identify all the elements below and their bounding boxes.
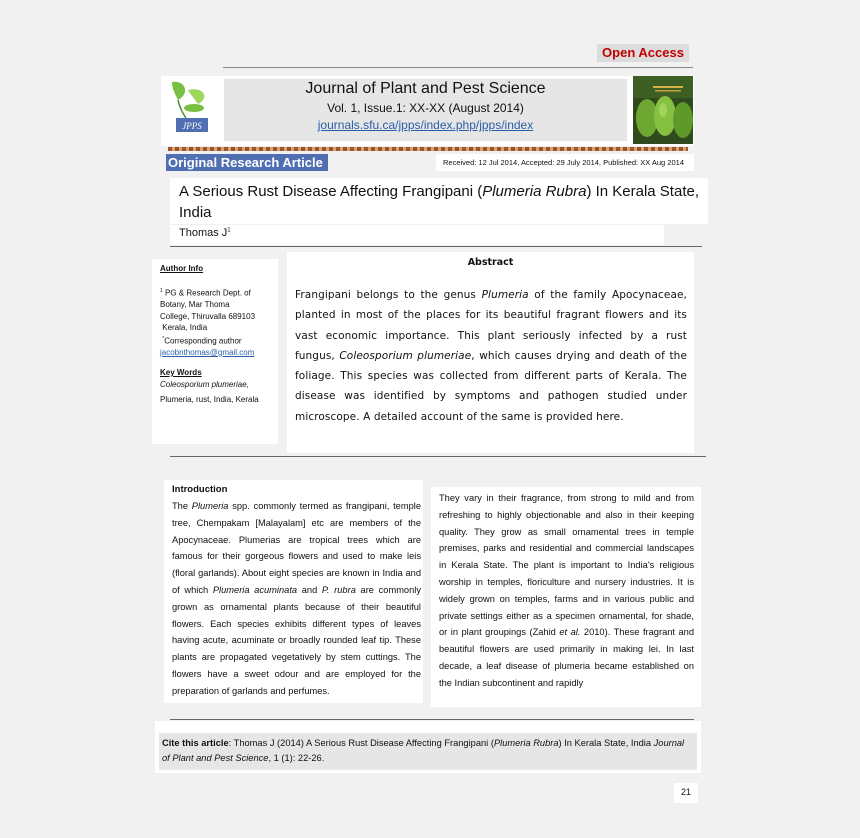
- abstract-text: [295, 285, 687, 427]
- title-species: Plumeria Rubra: [482, 183, 587, 200]
- jpps-logo: [164, 78, 216, 140]
- author-panel: [170, 225, 664, 245]
- title-text-1: A Serious Rust Disease Affecting Frangipani (: [179, 183, 483, 200]
- intro-italic: P. rubra: [321, 584, 356, 595]
- affiliation: [160, 286, 278, 358]
- citation-text: [162, 736, 694, 766]
- intro-seg: 2010). These fragrant and beautiful flowers are used primarily in making lei. In last decade, a leaf disease of plumeria became established on the Indian subcontinent and rapidly: [439, 627, 694, 688]
- affil-sup: 1: [160, 288, 163, 294]
- introduction-heading: Introduction: [172, 484, 228, 495]
- citation-journal: Journal of Plant and Pest Science: [162, 738, 685, 763]
- abstract-seg: of the family Apocynaceae, planted in most of the places for its beautiful fragrant flowers and its vast economic importance. This plant seriously infected by a rust fungus,: [295, 289, 687, 362]
- journal-url-link[interactable]: journals.sfu.ca/jpps/index.php/jpps/index: [317, 118, 534, 132]
- introduction-text-left: [172, 498, 421, 700]
- abstract-heading: Abstract: [467, 257, 514, 268]
- logo-text: JPPS: [182, 121, 202, 131]
- author-info-heading: Author Info: [160, 264, 204, 273]
- citation-seg: , 1 (1): 22-26.: [268, 753, 325, 763]
- abstract-seg: , which causes drying and death of the foliage. This species was collected from different parts of Kerala. The disease was identified by symptoms and pathogen studied under microscope. A detailed account of the same is provided here.: [295, 349, 687, 423]
- abstract-seg: Frangipani belongs to the genus: [295, 289, 482, 301]
- citation-seg: ) In Kerala State, India: [558, 738, 654, 748]
- citation-label: Cite this article: [162, 738, 229, 748]
- intro-seg: and: [297, 584, 322, 595]
- cover-image: [633, 76, 693, 144]
- open-access-badge: Open Access: [597, 44, 689, 62]
- intro-seg: They vary in their fragrance, from strong to mild and from refreshing to highly objectionable and also in their keeping quality. They grow as small ornamental trees in temple premises, parks and residential and commercial landscapes in Kerala State. The plant is important to India's religious worship in temples, floriculture and nursery industries. It is widely grown on temples, farms and in various public and private settings either as a specimen ornamental, for shade, or in plant groupings (Zahid: [439, 493, 694, 638]
- affil-line: Kerala, India: [162, 323, 208, 333]
- corr-text: Corresponding author: [164, 336, 242, 346]
- intro-seg: The: [172, 501, 192, 511]
- title-rule: [170, 246, 702, 247]
- affil-line: PG & Research Dept. of: [165, 288, 251, 298]
- footer-rule: [170, 719, 694, 720]
- journal-title: Journal of Plant and Pest Science: [305, 80, 546, 97]
- author-email-link[interactable]: jacobnthomas@gmail.com: [160, 347, 255, 357]
- citation-italic: Plumeria Rubra: [493, 738, 559, 748]
- intro-italic: et al.: [559, 627, 581, 638]
- leaf-logo-icon: [164, 78, 216, 140]
- author-sup: 1: [227, 227, 231, 234]
- abstract-rule: [170, 456, 706, 457]
- affil-line: College, Thiruvalla 689103: [160, 311, 256, 321]
- keyword-italic: Coleosporium plumeriae,: [160, 380, 249, 389]
- author-name: [179, 227, 231, 239]
- dates-line: Received: 12 Jul 2014, Accepted: 29 July 2014, Published: XX Aug 2014: [436, 154, 694, 171]
- affil-line: Botany, Mar Thoma: [160, 300, 230, 310]
- abstract-genus: Plumeria: [481, 289, 529, 301]
- keywords-heading: Key Words: [160, 368, 202, 377]
- intro-italic: Plumeria acuminata: [212, 584, 298, 595]
- intro-seg: spp. commonly termed as frangipani, temple tree, Chempakam [Malayalam] etc are members of the Apocynaceae. Plumerias are tropical trees which are famous for their gorgeous flowers and used to make leis (floral garlands). About eight species are known in India and of which: [172, 501, 421, 595]
- title-text-2: ) In Kerala State, India: [179, 183, 699, 221]
- intro-seg: are commonly grown as ornamental plants because of their beautiful flowers. Each species exhibits different types of leaves having acute, acuminate or broadly rounded leaf tip. These plants are propagated vegetatively by stem cuttings. The flowers have a sweet odour and are employed for the preparation of garlands and perfumes.: [172, 584, 421, 696]
- decorative-stripe: [168, 147, 688, 151]
- corr-mark: *: [162, 335, 165, 342]
- author-text: Thomas J: [179, 227, 228, 239]
- abstract-species: Coleosporium plumeriae: [339, 349, 472, 362]
- intro-italic: Plumeria: [191, 501, 229, 511]
- article-title: [179, 181, 699, 223]
- citation-seg: : Thomas J (2014) A Serious Rust Disease Affecting Frangipani (: [228, 738, 494, 748]
- top-rule: [223, 67, 693, 68]
- journal-volume: Vol. 1, Issue.1: XX-XX (August 2014): [327, 101, 524, 115]
- introduction-text-right: [439, 490, 694, 692]
- keyword-list: Plumeria, rust, India, Kerala: [160, 395, 259, 404]
- page-number: 21: [674, 783, 698, 803]
- article-type-label: Original Research Article: [166, 154, 328, 171]
